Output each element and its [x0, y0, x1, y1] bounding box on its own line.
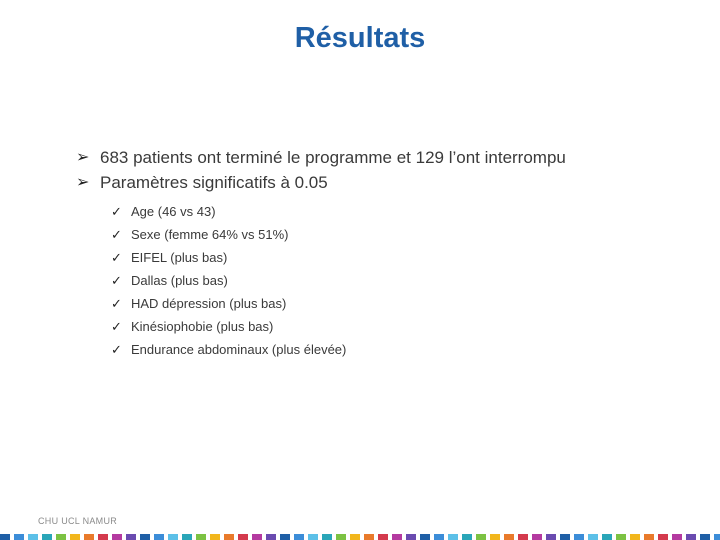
stripe-segment [294, 534, 304, 540]
main-bullet-text: Paramètres significatifs à 0.05 [100, 173, 328, 192]
stripe-segment [392, 534, 402, 540]
checkmark-icon: ✓ [111, 250, 122, 265]
stripe-segment [630, 534, 640, 540]
stripe-segment [462, 534, 472, 540]
stripe-segment [434, 534, 444, 540]
stripe-segment [84, 534, 94, 540]
stripe-segment [476, 534, 486, 540]
sub-bullet-text: Sexe (femme 64% vs 51%) [131, 227, 289, 242]
stripe-segment [28, 534, 38, 540]
stripe-segment [560, 534, 570, 540]
sub-bullet-item [111, 223, 346, 246]
stripe-segment [574, 534, 584, 540]
slide-title: Résultats [294, 22, 426, 54]
stripe-segment [140, 534, 150, 540]
main-bullet-text: 683 patients ont terminé le programme et 129 l’ont interrompu [100, 148, 566, 167]
sub-bullet-text: Kinésiophobie (plus bas) [131, 319, 274, 334]
arrow-bullet-icon: ➢ [76, 174, 90, 191]
stripe-segment [322, 534, 332, 540]
stripe-segment [182, 534, 192, 540]
stripe-segment [266, 534, 276, 540]
sub-bullet-text: EIFEL (plus bas) [131, 250, 228, 265]
stripe-segment [420, 534, 430, 540]
stripe-segment [42, 534, 52, 540]
footer-label: CHU UCL NAMUR [38, 516, 118, 526]
stripe-segment [616, 534, 626, 540]
checkmark-icon: ✓ [111, 273, 122, 288]
stripe-segment [602, 534, 612, 540]
sub-bullet-item [111, 269, 346, 292]
stripe-segment [336, 534, 346, 540]
stripe-segment [378, 534, 388, 540]
stripe-segment [98, 534, 108, 540]
stripe-segment [154, 534, 164, 540]
stripe-segment [518, 534, 528, 540]
sub-bullet-item [111, 292, 346, 315]
checkmark-icon: ✓ [111, 319, 122, 334]
checkmark-icon: ✓ [111, 204, 122, 219]
checkmark-icon: ✓ [111, 227, 122, 242]
sub-bullet-text: Dallas (plus bas) [131, 273, 228, 288]
significant-parameters-list [111, 200, 346, 361]
stripe-segment [588, 534, 598, 540]
stripe-segment [364, 534, 374, 540]
stripe-segment [448, 534, 458, 540]
stripe-segment [504, 534, 514, 540]
stripe-segment [252, 534, 262, 540]
stripe-segment [672, 534, 682, 540]
sub-bullet-item [111, 246, 346, 269]
stripe-segment [308, 534, 318, 540]
arrow-bullet-icon: ➢ [76, 149, 90, 166]
stripe-segment [714, 534, 720, 540]
checkmark-icon: ✓ [111, 296, 122, 311]
sub-bullet-item [111, 338, 346, 361]
stripe-segment [112, 534, 122, 540]
sub-bullet-text: Endurance abdominaux (plus élevée) [131, 342, 347, 357]
checkmark-icon: ✓ [111, 342, 122, 357]
main-bullet-item [76, 170, 566, 195]
stripe-segment [280, 534, 290, 540]
stripe-segment [546, 534, 556, 540]
main-bullet-item [76, 145, 566, 170]
sub-bullet-item [111, 200, 346, 223]
stripe-segment [406, 534, 416, 540]
stripe-segment [14, 534, 24, 540]
stripe-segment [168, 534, 178, 540]
stripe-segment [238, 534, 248, 540]
stripe-segment [686, 534, 696, 540]
stripe-segment [126, 534, 136, 540]
sub-bullet-text: Age (46 vs 43) [131, 204, 216, 219]
stripe-segment [70, 534, 80, 540]
stripe-segment [210, 534, 220, 540]
stripe-segment [350, 534, 360, 540]
stripe-segment [0, 534, 10, 540]
sub-bullet-item [111, 315, 346, 338]
sub-bullet-text: HAD dépression (plus bas) [131, 296, 287, 311]
stripe-segment [196, 534, 206, 540]
stripe-segment [56, 534, 66, 540]
stripe-segment [644, 534, 654, 540]
stripe-segment [490, 534, 500, 540]
stripe-segment [224, 534, 234, 540]
decorative-color-stripe [0, 534, 720, 540]
main-bullet-list [76, 145, 566, 195]
stripe-segment [658, 534, 668, 540]
stripe-segment [532, 534, 542, 540]
stripe-segment [700, 534, 710, 540]
